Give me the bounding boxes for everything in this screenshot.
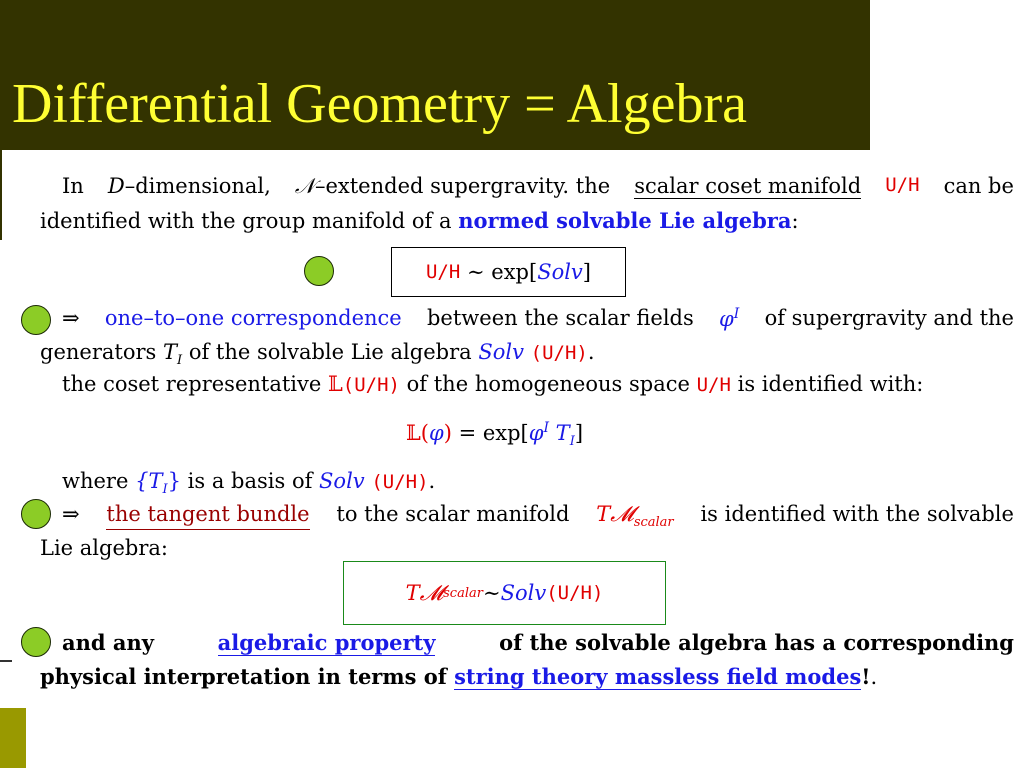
para2-line3: the coset representative 𝕃(U/H) of the homogeneous space U/H is identified with: — [62, 372, 924, 396]
uh-label: U/H — [885, 174, 920, 196]
algebraic-property: algebraic property — [217, 630, 436, 655]
scalar-coset-manifold: scalar coset manifold — [634, 174, 862, 198]
left-edge-mark — [0, 150, 2, 240]
para4-line2: physical interpretation in terms of string theory massless field modes!. — [40, 664, 878, 689]
para4-line1: and any algebraic property of the solvable algebra has a corresponding — [62, 630, 1014, 655]
arrow-glyph: ⇒ — [62, 306, 80, 330]
para3-line1: where $\{T_I\}$ is a basis of Solv (U/H). — [62, 469, 436, 498]
left-edge-tick — [0, 660, 12, 662]
left-strip — [0, 150, 26, 768]
para1-line2: identified with the group manifold of a normed solvable Lie algebra: — [40, 208, 799, 233]
equation-box-3: T𝓜 scalar ∼ Solv (U/H) — [343, 561, 666, 625]
phi-symbol: φ — [719, 307, 734, 331]
bullet-dot — [304, 256, 334, 286]
para3-line2: ⇒ the tangent bundle to the scalar manifold T𝓜$_{scalar}$ is identified with the solvable — [62, 502, 1014, 531]
tangent-bundle: the tangent bundle — [106, 502, 309, 530]
string-theory-modes: string theory massless field modes — [454, 664, 862, 689]
bullet-dot — [21, 499, 51, 529]
equation-box-1: U/H ∼ exp[ Solv ] — [391, 247, 626, 297]
para1-line1 — [62, 174, 1014, 199]
para1-text-a: In — [62, 174, 84, 198]
bullet-dot — [21, 305, 51, 335]
slide-title: Differential Geometry = Algebra — [12, 73, 747, 135]
para1-text-d: can be — [943, 174, 1014, 198]
para2-line2: generators $T_I$ of the solvable Lie algebra Solv (U/H). — [40, 340, 595, 369]
para3-line3: Lie algebra: — [40, 536, 168, 560]
para2-line1: ⇒ one–to–one correspondence between the scalar fields $\varphi^I$ of supergravity and the — [62, 306, 1014, 331]
one-to-one-correspondence: one–to–one correspondence — [104, 306, 402, 330]
corner-block — [0, 708, 26, 768]
normed-solvable-lie-algebra: normed solvable Lie algebra — [458, 208, 792, 233]
para1-math-n: 𝒩–extended supergravity. the — [294, 174, 611, 198]
equation-2: 𝕃(φ) = $\exp[\varphi^I$ $T_I$] — [406, 420, 584, 450]
para1-math: D–dimensional, — [107, 174, 271, 198]
bullet-dot — [21, 627, 51, 657]
